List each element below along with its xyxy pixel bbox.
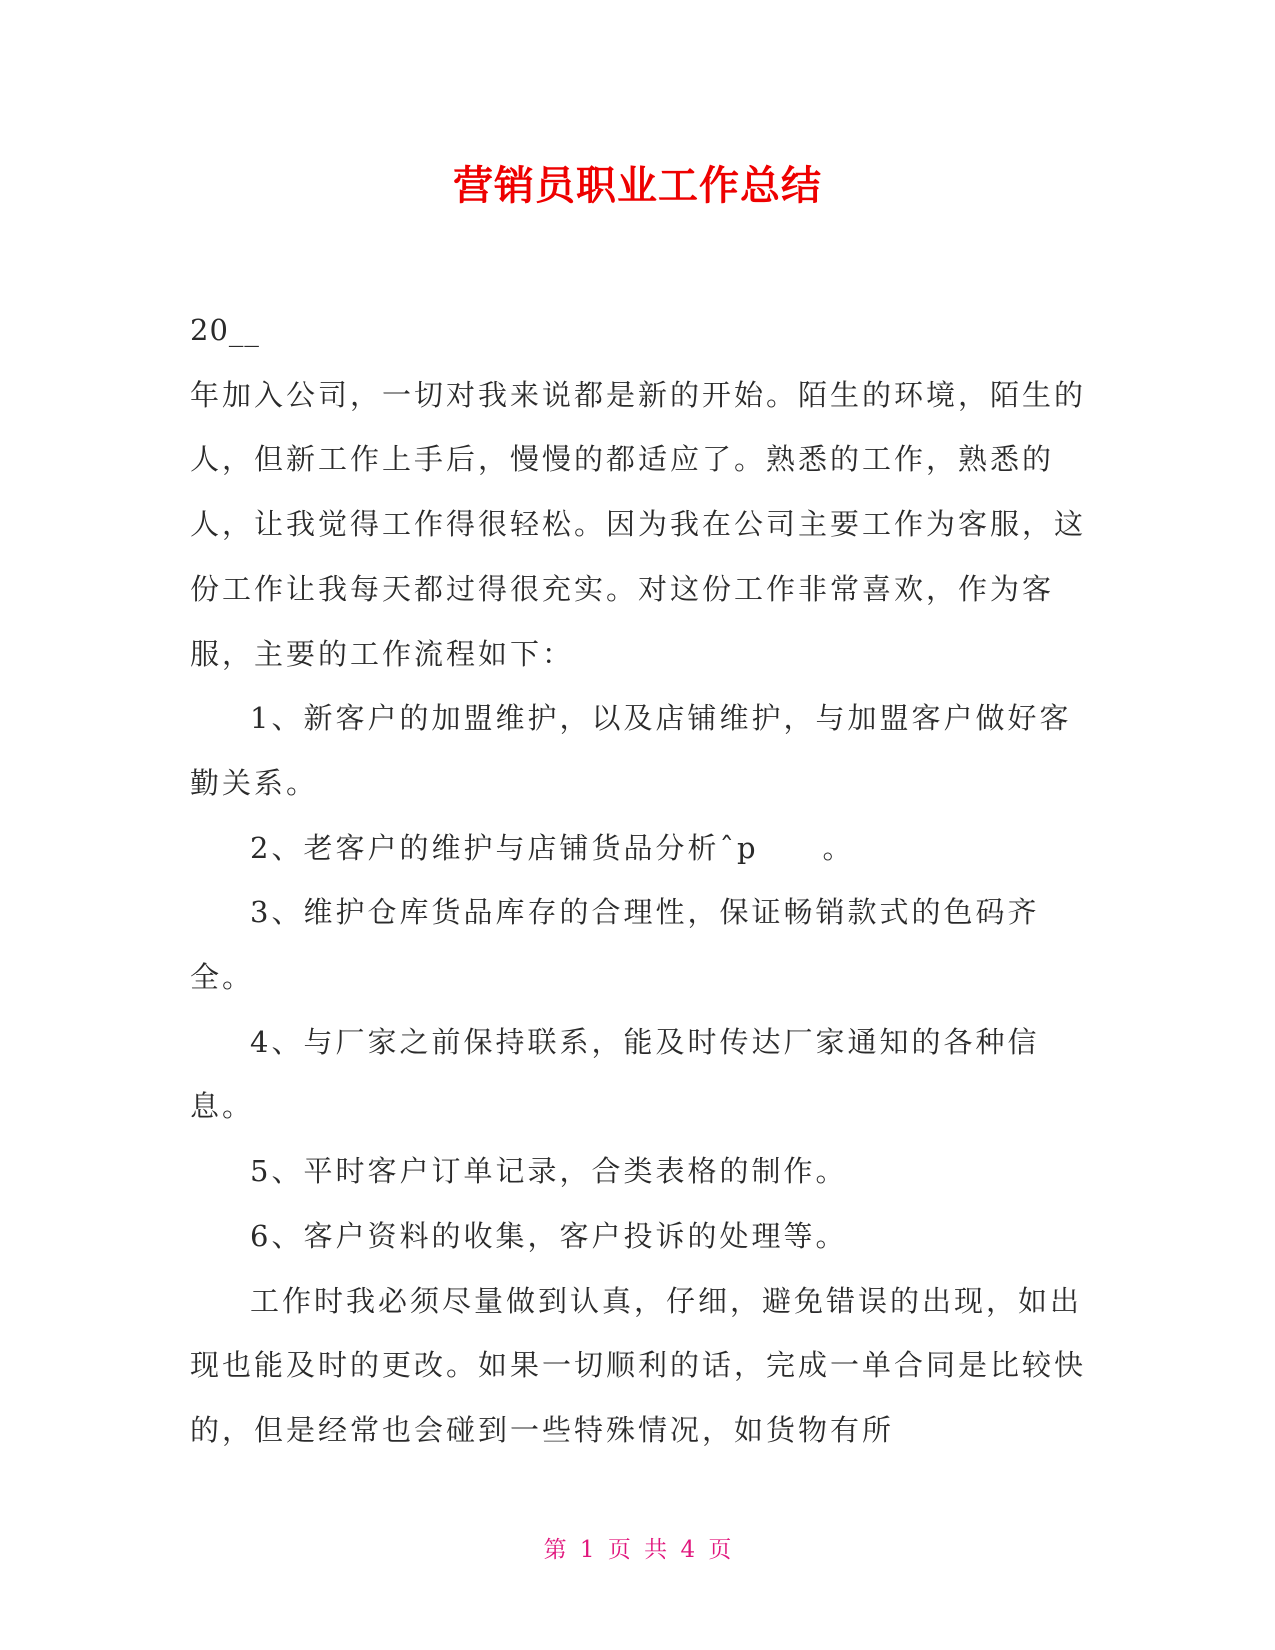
paragraph-intro: 年加入公司，一切对我来说都是新的开始。陌生的环境，陌生的人，但新工作上手后，慢慢的都适应了。熟悉的工作，熟悉的人，让我觉得工作得很轻松。因为我在公司主要工作为客服，这份工作让我每天都过得很充实。对这份工作非常喜欢，作为客服，主要的工作流程如下： — [190, 377, 1087, 671]
list-item-4: 4、与厂家之前保持联系，能及时传达厂家通知的各种信息。 — [190, 1024, 1040, 1124]
list-item-2: 2、老客户的维护与店铺货品分析ˆp 。 — [250, 830, 855, 865]
document-body — [190, 298, 1088, 1463]
list-item-1: 1、新客户的加盟维护，以及店铺维护，与加盟客户做好客勤关系。 — [190, 701, 1072, 800]
list-item-6: 6、客户资料的收集，客户投诉的处理等。 — [250, 1218, 848, 1253]
page-number-footer: 第 1 页 共 4 页 — [543, 1537, 732, 1563]
paragraph-closing: 工作时我必须尽量做到认真，仔细，避免错误的出现，如出现也能及时的更改。如果一切顺利的话，完成一单合同是比较快的，但是经常也会碰到一些特殊情况，如货物有所 — [190, 1283, 1087, 1447]
list-item-5: 5、平时客户订单记录，合类表格的制作。 — [250, 1154, 848, 1189]
document-title: 营销员职业工作总结 — [453, 163, 822, 209]
list-item-3: 3、维护仓库货品库存的合理性，保证畅销款式的色码齐全。 — [190, 895, 1040, 995]
year-prefix: 20__ — [190, 313, 260, 347]
